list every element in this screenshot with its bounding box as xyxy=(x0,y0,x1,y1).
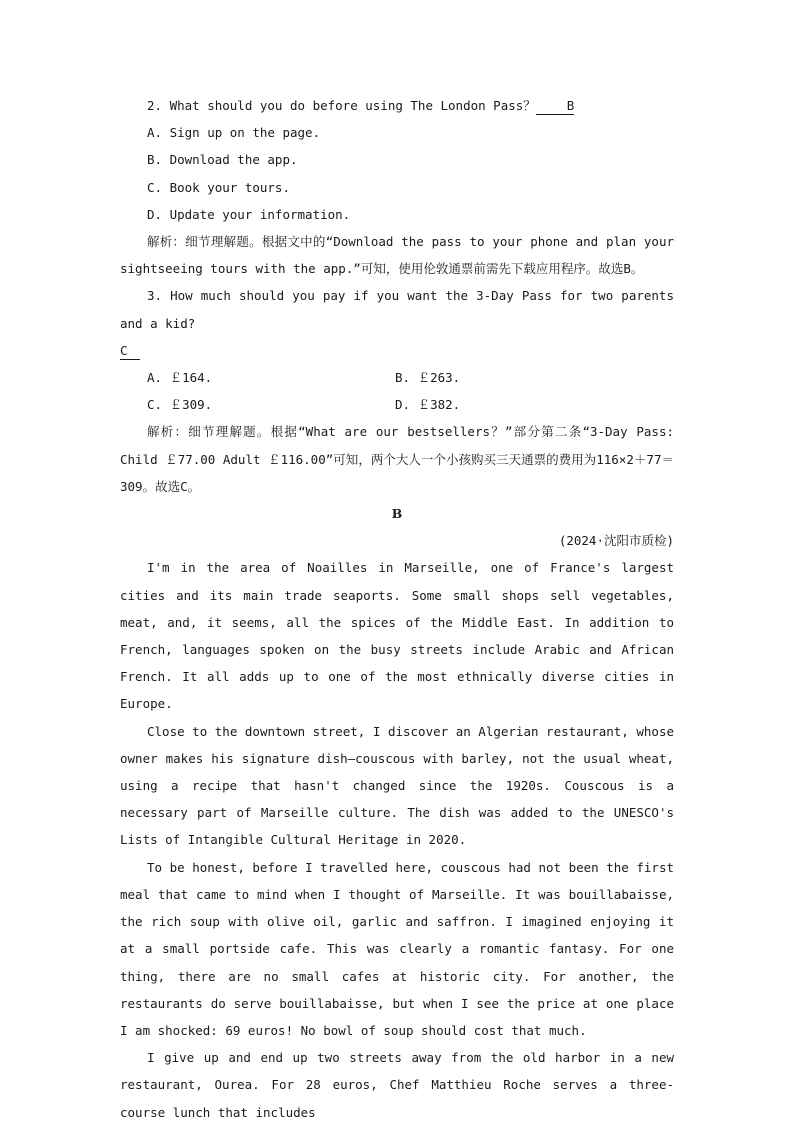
question-3-option-a: A. ￡164. xyxy=(147,370,213,386)
question-2-answer: B xyxy=(536,98,575,115)
question-2-analysis: 解析：细节理解题。根据文中的“Download the pass to your phone and plan your sightseeing tours with the app.”可知，使用伦敦通票前需先下载应用程序。故选B。 xyxy=(120,234,674,277)
passage-paragraph-1: I'm in the area of Noailles in Marseille, one of France's largest cities and its main trade seaports. Some small shops sell vegetables, meat, and, it seems, all the spices of the Middle East. In addition to French, languages spoken on the busy streets include Arabic and African French. It all adds up to one of the most ethnically diverse cities in Europe. xyxy=(120,560,674,712)
passage-paragraph-4: I give up and end up two streets away from the old harbor in a new restaurant, Ourea. For 28 euros, Chef Matthieu Roche serves a three-course lunch that includes xyxy=(120,1050,674,1120)
question-3-answer-line xyxy=(120,337,674,364)
question-3-option-c: C. ￡309. xyxy=(147,397,213,413)
question-3-options-row-2 xyxy=(120,391,674,418)
question-3-option-b: B. ￡263. xyxy=(395,370,461,386)
question-2-stem: 2. What should you do before using The London Pass？ xyxy=(147,98,536,113)
question-3-stem: 3. How much should you pay if you want the 3-Day Pass for two parents and a kid? xyxy=(120,288,674,331)
question-3-analysis: 解析：细节理解题。根据“What are our bestsellers？”部分第二条“3-Day Pass: Child ￡77.00 Adult ￡116.00”可知，两个大人一个小孩购买三天通票的费用为116×2＋77＝309。故选C。 xyxy=(120,424,674,494)
question-2 xyxy=(120,92,674,119)
question-3-answer: C xyxy=(120,343,140,360)
question-3-options-row-1 xyxy=(120,364,674,391)
question-3-option-d: D. ￡382. xyxy=(395,397,461,413)
passage-paragraph-3: To be honest, before I travelled here, couscous had not been the first meal that came to mind when I thought of Marseille. It was bouillabaisse, the rich soup with olive oil, garlic and saffron. I imagined enjoying it at a small portside cafe. This was clearly a romantic fantasy. For one thing, there are no small cafes at historic city. For another, the restaurants do serve bouillabaisse, but when I see the price at one place I am shocked: 69 euros! No bowl of soup should cost that much. xyxy=(120,859,674,1038)
question-2-option-b: B. Download the app. xyxy=(147,152,298,168)
section-heading: B xyxy=(391,506,403,522)
page-content xyxy=(120,92,674,1126)
section-source: (2024·沈阳市质检) xyxy=(558,533,674,549)
passage-paragraph-2: Close to the downtown street, I discover an Algerian restaurant, whose owner makes his signature dish—couscous with barley, not the usual wheat, using a recipe that hasn't changed since the 1920s. Couscous is a necessary part of Marseille culture. The dish was added to the UNESCO's Lists of Intangible Cultural Heritage in 2020. xyxy=(120,723,674,848)
question-2-option-c: C. Book your tours. xyxy=(147,179,290,195)
question-2-option-a: A. Sign up on the page. xyxy=(147,125,321,141)
question-2-option-d: D. Update your information. xyxy=(147,206,351,222)
